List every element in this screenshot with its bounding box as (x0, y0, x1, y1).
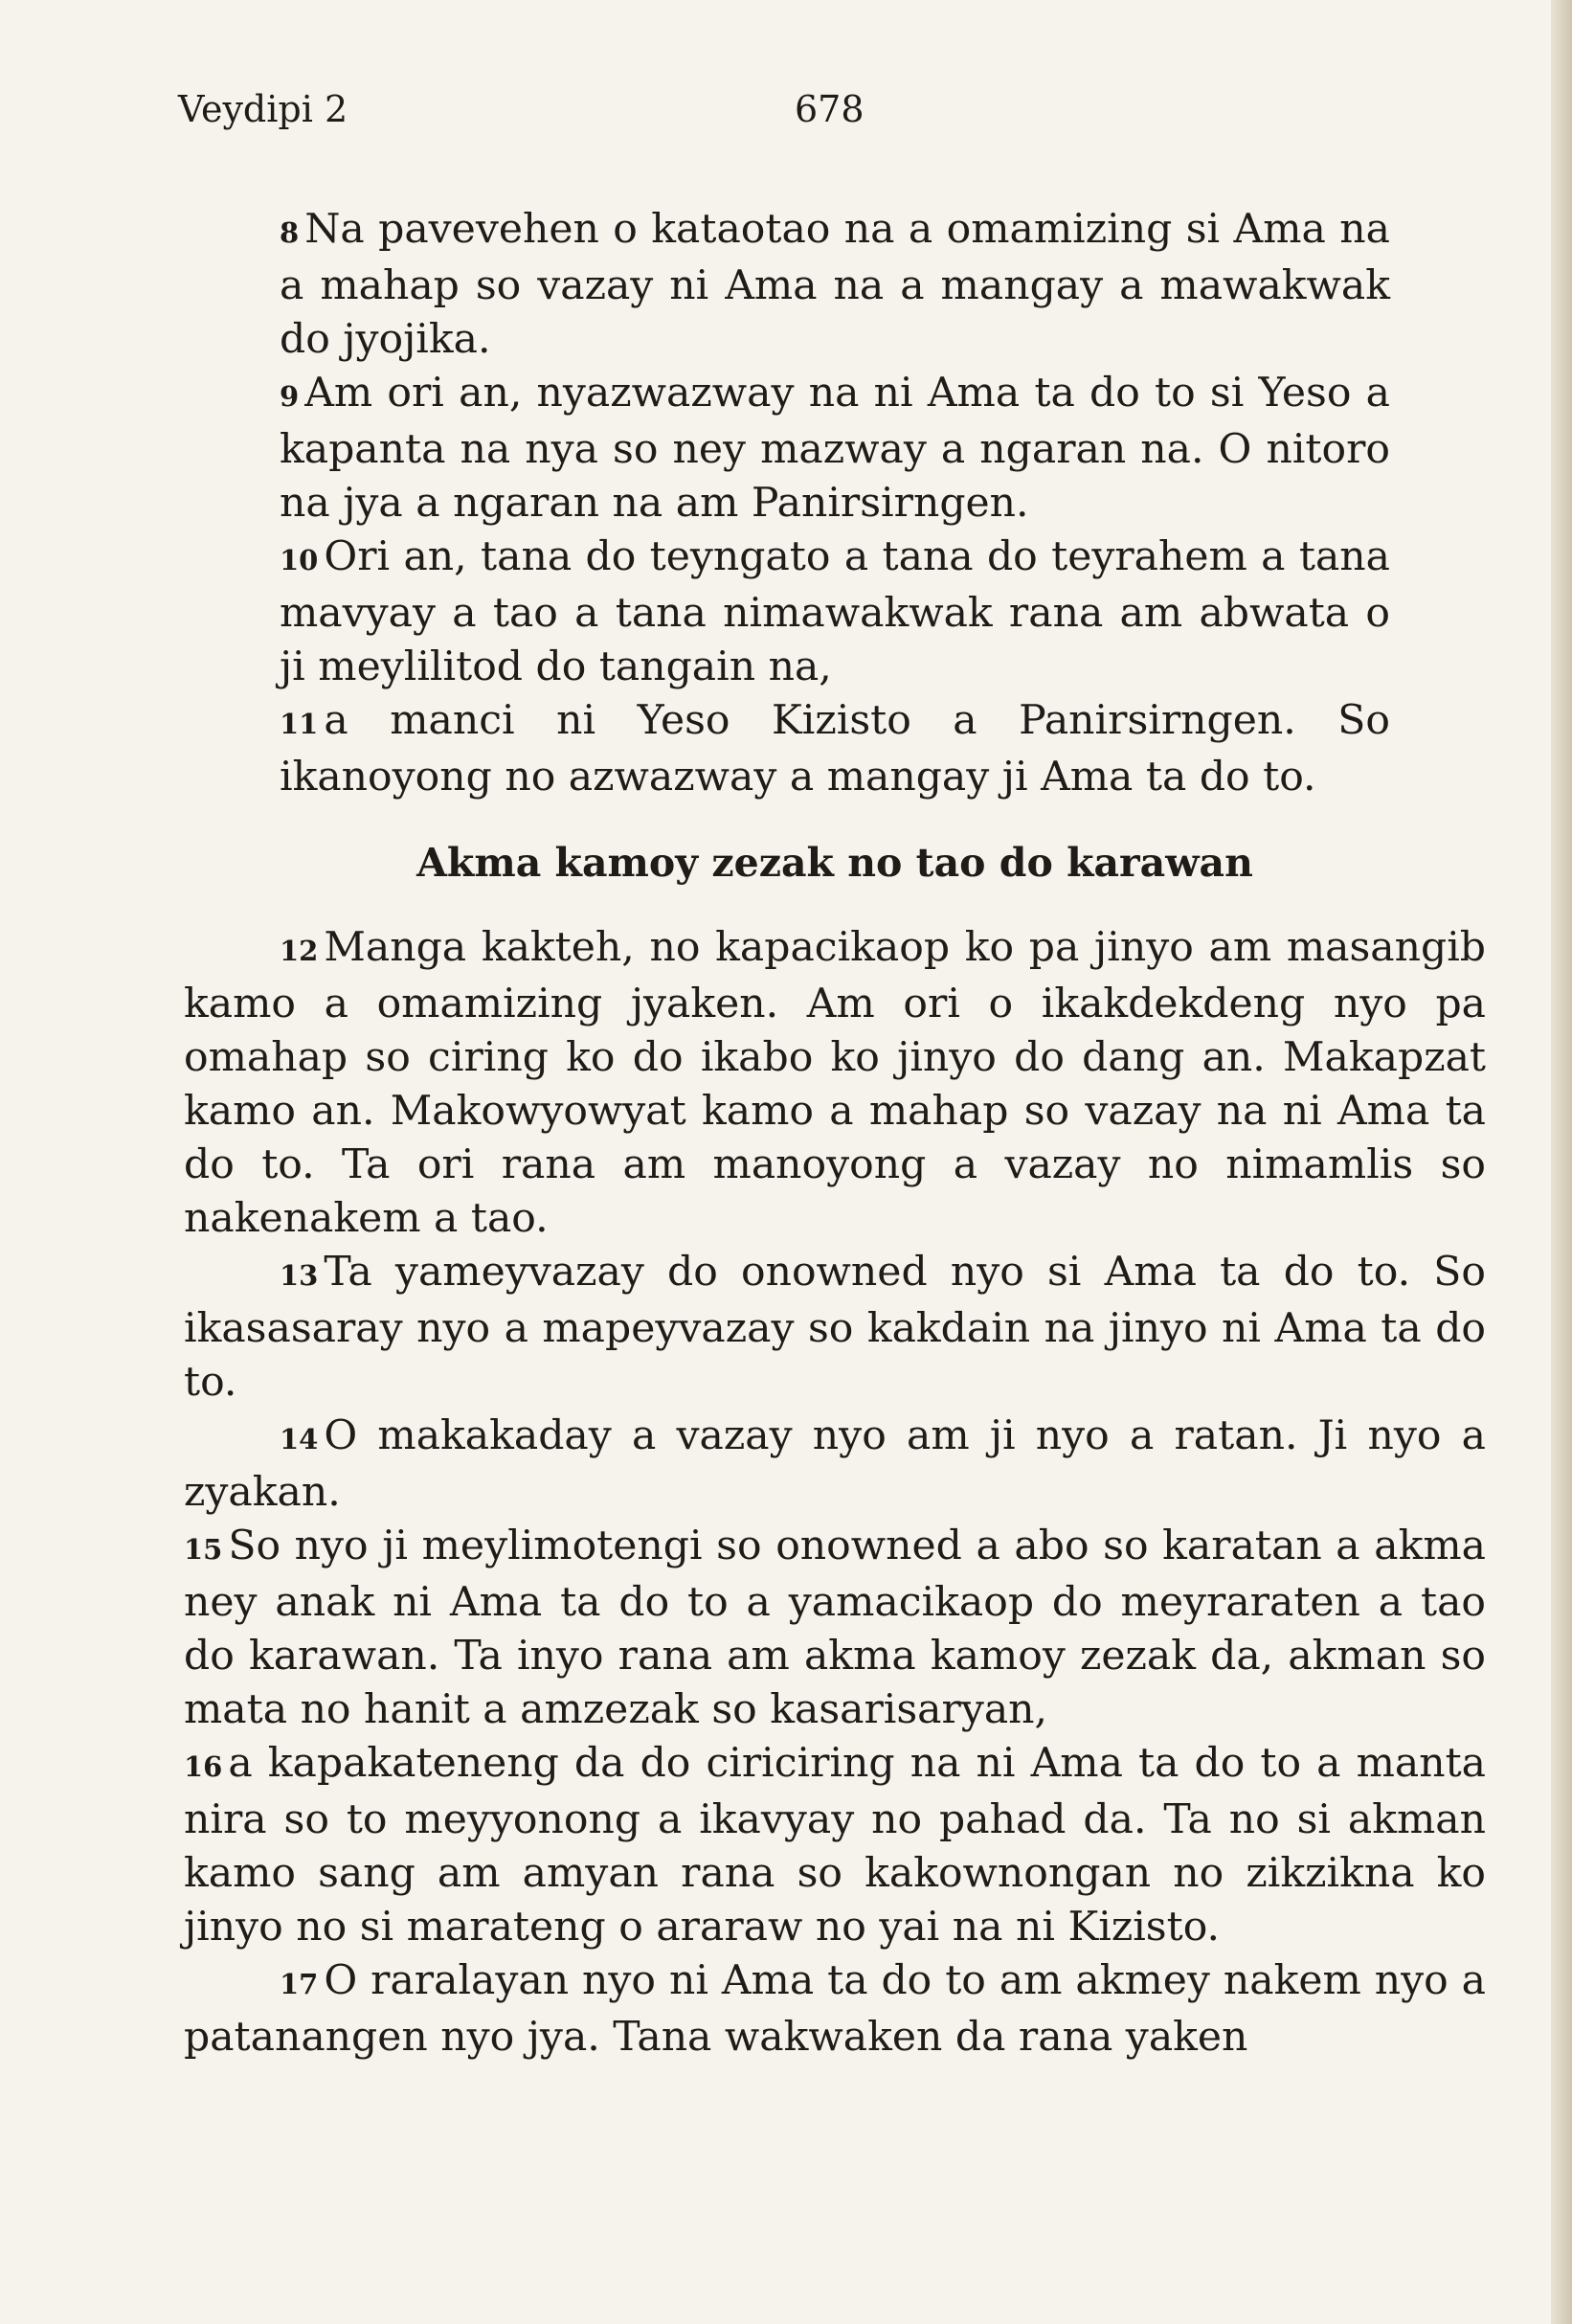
verse-number: 15 (184, 1533, 223, 1566)
verse-16 (184, 1737, 1486, 1954)
verse-text: O makakaday a vazay nyo am ji nyo a ratan. Ji nyo a zyakan. (184, 1412, 1486, 1516)
verse-text: Na pavevehen o kataotao na a omamizing si Ama na a mahap so vazay ni Ama na a mangay a mawakwak do jyojika. (280, 206, 1390, 363)
verse-text: a manci ni Yeso Kizisto a Panirsirngen. So ikanoyong no azwazway a mangay ji Ama ta do to. (280, 697, 1390, 801)
verse-15 (184, 1520, 1486, 1737)
section-heading: Akma kamoy zezak no tao do karawan (416, 840, 1253, 886)
verse-number: 8 (280, 216, 300, 249)
verse-text: Manga kakteh, no kapacikaop ko pa jinyo am masangib kamo a omamizing jyaken. Am ori o ikakdekdeng nyo pa omahap so ciring ko do ikabo ko jinyo do dang an. Makapzat kamo an. Makowyowyat kamo a mahap so vazay na ni Ama ta do to. Ta ori rana am manoyong a vazay no nimamlis so nakenakem a tao. (184, 924, 1486, 1242)
verse-text: So nyo ji meylimotengi so onowned a abo so karatan a akma ney anak ni Ama ta do to a yamacikaop do meyraraten a tao do karawan. Ta inyo rana am akma kamoy zezak da, akman so mata no hanit a amzezak so kasarisaryan, (184, 1523, 1486, 1733)
book-title: Veydipi 2 (178, 88, 348, 130)
verse-13 (184, 1246, 1486, 1410)
verse-8 (280, 203, 1390, 367)
verse-14 (184, 1410, 1486, 1520)
verse-text: Am ori an, nyazwazway na ni Ama ta do to si Yeso a kapanta na nya so ney mazway a ngaran na. O nitoro na jya a ngaran na am Panirsirngen. (280, 370, 1390, 527)
verse-number: 11 (280, 708, 319, 740)
verse-number: 10 (280, 544, 319, 576)
verse-number: 16 (184, 1750, 223, 1783)
verse-text: O raralayan nyo ni Ama ta do to am akmey nakem nyo a patanangen nyo jya. Tana wakwaken da rana yaken (184, 1957, 1486, 2061)
verses-lower (184, 921, 1486, 2065)
verse-text: Ta yameyvazay do onowned nyo si Ama ta do to. So ikasasaray nyo a mapeyvazay so kakdain na jinyo ni Ama ta do to. (184, 1249, 1486, 1406)
verse-17 (184, 1954, 1486, 2065)
verse-text: a kapakateneng da do ciriciring na ni Ama ta do to a manta nira so to meyyonong a ikavyay no pahad da. Ta no si akman kamo sang am amyan rana so kakownongan no zikzikna ko jinyo no si marateng o araraw no yai na ni Kizisto. (184, 1740, 1486, 1951)
verse-12 (184, 921, 1486, 1246)
verse-number: 9 (280, 380, 300, 413)
verse-number: 17 (280, 1968, 319, 2000)
page-number: 678 (795, 88, 865, 130)
verse-number: 14 (280, 1423, 319, 1455)
verse-number: 12 (280, 935, 319, 967)
verse-11 (280, 694, 1390, 804)
verse-9 (280, 367, 1390, 530)
page-edge (1551, 0, 1572, 2324)
verse-number: 13 (280, 1259, 319, 1292)
verse-10 (280, 530, 1390, 694)
verse-text: Ori an, tana do teyngato a tana do teyrahem a tana mavyay a tao a tana nimawakwak rana am abwata o ji meylilitod do tangain na, (280, 533, 1390, 690)
verses-upper (280, 203, 1390, 804)
